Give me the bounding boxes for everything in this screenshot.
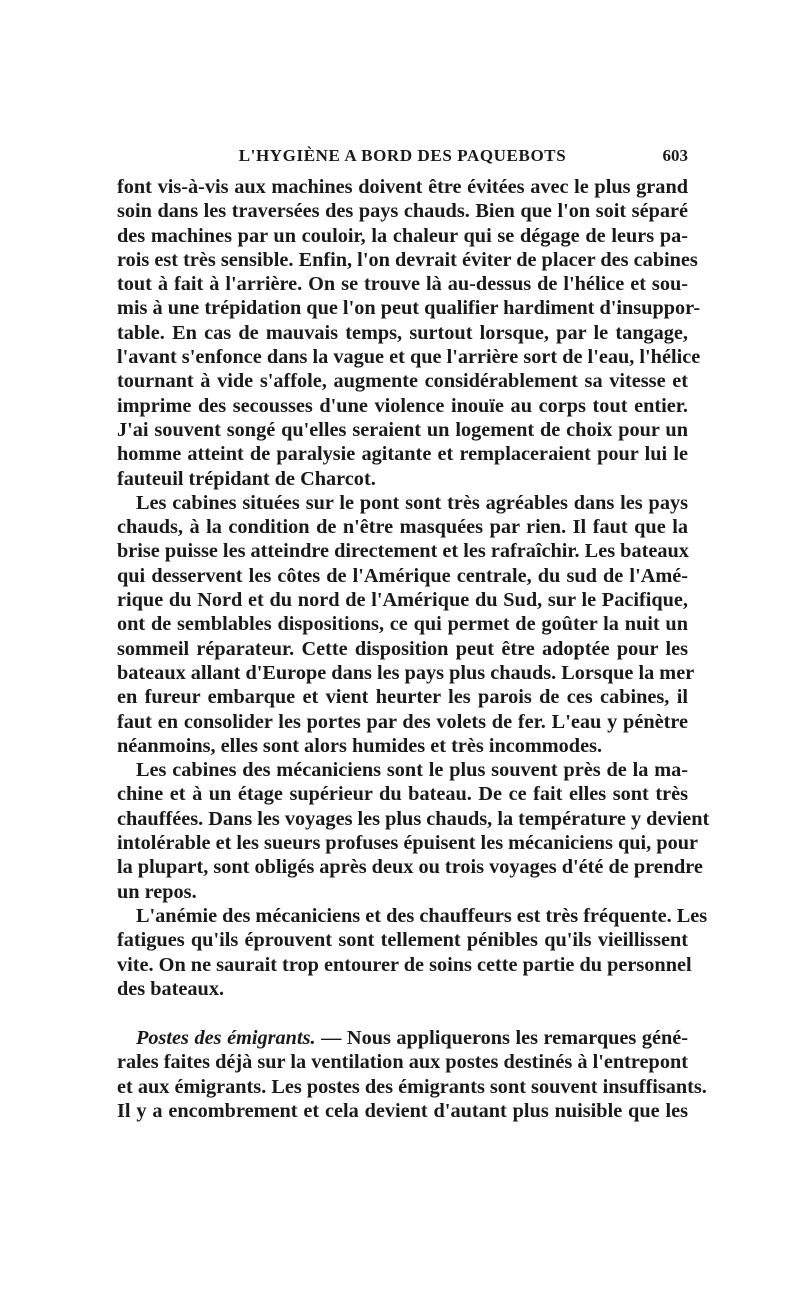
text-line: tournant à vide s'affole, augmente considérablement sa vitesse et: [117, 370, 688, 393]
text-line: un repos.: [117, 880, 197, 903]
section-first-line: [117, 1026, 688, 1050]
text-line: faut en consolider les portes par des volets de fer. L'eau y pénètre: [117, 710, 688, 733]
paragraph: [117, 491, 695, 758]
text-line: sommeil réparateur. Cette disposition peut être adoptée pour les: [117, 637, 688, 660]
text-line: la plupart, sont obligés après deux ou trois voyages d'été de prendre: [117, 856, 703, 879]
section-gap: [117, 1001, 688, 1026]
text-line: rique du Nord et du nord de l'Amérique du Sud, sur le Pacifique,: [117, 589, 688, 612]
page-number: 603: [662, 146, 688, 165]
section-first-line-text: — Nous appliquerons les remarques géné-: [315, 1027, 689, 1050]
text-line: chauds, à la condition de n'être masquées par rien. Il faut que la: [117, 516, 688, 539]
text-line: rales faites déjà sur la ventilation aux postes destinés à l'entrepont: [117, 1051, 688, 1074]
text-line: fauteuil trépidant de Charcot.: [117, 467, 376, 490]
text-line: et aux émigrants. Les postes des émigrants sont souvent insuffisants.: [117, 1075, 707, 1098]
section-lines: [117, 1050, 707, 1123]
text-line: l'avant s'enfonce dans la vague et que l'arrière sort de l'eau, l'hélice: [117, 346, 701, 369]
running-title: L'HYGIÈNE A BORD DES PAQUEBOTS: [238, 146, 567, 165]
text-line: fatigues qu'ils éprouvent sont tellement pénibles qu'ils vieillissent: [117, 929, 688, 952]
paragraphs: [117, 175, 710, 1001]
text-line: chauffées. Dans les voyages les plus chauds, la température y devient: [117, 807, 710, 830]
text-line: Il y a encombrement et cela devient d'autant plus nuisible que les: [117, 1099, 688, 1122]
paragraph: [117, 758, 710, 904]
text-line: des bateaux.: [117, 977, 225, 1000]
text-line: Les cabines situées sur le pont sont très agréables dans les pays: [136, 491, 688, 514]
text-line: des machines par un couloir, la chaleur qui se dégage de leurs pa-: [117, 224, 688, 247]
text-line: L'anémie des mécaniciens et des chauffeurs est très fréquente. Les: [136, 904, 708, 927]
section-emigrants: [117, 1026, 707, 1123]
text-line: brise puisse les atteindre directement et les rafraîchir. Les bateaux: [117, 540, 689, 563]
text-line: qui desservent les côtes de l'Amérique centrale, du sud de l'Amé-: [117, 564, 688, 587]
page-header: [117, 146, 688, 172]
text-line: rois est très sensible. Enfin, l'on devrait éviter de placer des cabines: [117, 248, 698, 271]
paragraph: [117, 175, 701, 491]
text-line: vite. On ne saurait trop entourer de soins cette partie du personnel: [117, 953, 692, 976]
text-line: bateaux allant d'Europe dans les pays plus chauds. Lorsque la mer: [117, 661, 695, 684]
text-line: homme atteint de paralysie agitante et remplaceraient pour lui le: [117, 443, 688, 466]
text-line: soin dans les traversées des pays chauds. Bien que l'on soit séparé: [117, 200, 688, 223]
text-line: table. En cas de mauvais temps, surtout lorsque, par le tangage,: [117, 321, 688, 344]
text-line: en fureur embarque et vient heurter les parois de ces cabines, il: [117, 686, 688, 709]
section-title: Postes des émigrants.: [136, 1027, 316, 1050]
text-line: intolérable et les sueurs profuses épuisent les mécaniciens qui, pour: [117, 832, 699, 855]
body-text: [117, 175, 710, 1123]
text-line: J'ai souvent songé qu'elles seraient un logement de choix pour un: [117, 418, 688, 441]
text-line: ont de semblables dispositions, ce qui permet de goûter la nuit un: [117, 613, 688, 636]
paragraph: [117, 904, 708, 1001]
text-line: mis à une trépidation que l'on peut qualifier hardiment d'insuppor-: [117, 297, 701, 320]
text-line: néanmoins, elles sont alors humides et très incommodes.: [117, 734, 603, 757]
text-line: imprime des secousses d'une violence inouïe au corps tout entier.: [117, 394, 688, 417]
text-line: font vis-à-vis aux machines doivent être évitées avec le plus grand: [117, 176, 688, 198]
text-line: Les cabines des mécaniciens sont le plus souvent près de la ma-: [136, 759, 688, 782]
text-line: chine et à un étage supérieur du bateau. De ce fait elles sont très: [117, 783, 688, 806]
text-line: tout à fait à l'arrière. On se trouve là au-dessus de l'hélice et sou-: [117, 273, 688, 296]
